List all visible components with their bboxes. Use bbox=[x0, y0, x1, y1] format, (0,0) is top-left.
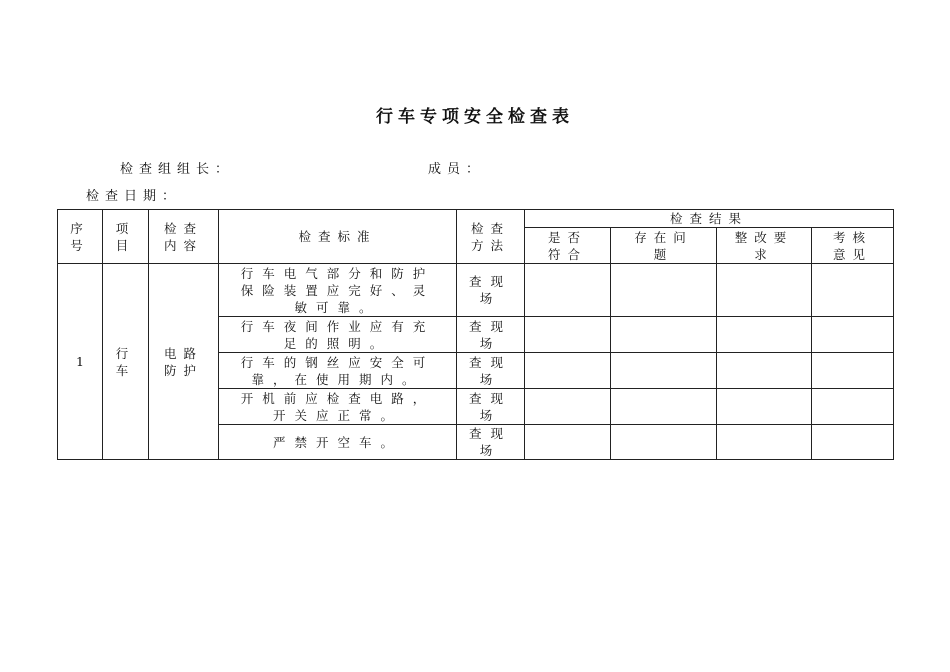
standard-cell: 开机前应检查电路， 开关应正常。 bbox=[219, 389, 457, 425]
date-label: 检查日期： bbox=[86, 189, 182, 204]
header-review: 考核 意见 bbox=[812, 228, 894, 264]
standard-cell: 行车夜间作业应有充 足的照明。 bbox=[219, 317, 457, 353]
document-title: 行车专项安全检查表 bbox=[376, 107, 574, 127]
rectify-cell[interactable] bbox=[717, 389, 812, 425]
problem-cell[interactable] bbox=[611, 389, 717, 425]
review-cell[interactable] bbox=[812, 425, 894, 460]
review-cell[interactable] bbox=[812, 353, 894, 389]
members-label: 成员： bbox=[428, 162, 486, 177]
standard-cell: 行车电气部分和防护 保险装置应完好、灵 敏可靠。 bbox=[219, 264, 457, 317]
method-cell: 查现 场 bbox=[457, 389, 525, 425]
header-standard: 检查标准 bbox=[219, 210, 457, 264]
rectify-cell[interactable] bbox=[717, 425, 812, 460]
conform-cell[interactable] bbox=[525, 425, 611, 460]
row-seq: 1 bbox=[58, 264, 103, 460]
leader-label: 检查组组长： bbox=[120, 162, 235, 177]
header-seq: 序 号 bbox=[58, 210, 103, 264]
header-problem: 存在问 题 bbox=[611, 228, 717, 264]
rectify-cell[interactable] bbox=[717, 353, 812, 389]
review-cell[interactable] bbox=[812, 317, 894, 353]
header-item: 项 目 bbox=[103, 210, 149, 264]
standard-cell: 严禁开空车。 bbox=[219, 425, 457, 460]
conform-cell[interactable] bbox=[525, 353, 611, 389]
table-row bbox=[58, 264, 894, 317]
review-cell[interactable] bbox=[812, 264, 894, 317]
problem-cell[interactable] bbox=[611, 264, 717, 317]
header-result: 检查结果 bbox=[525, 210, 894, 228]
rectify-cell[interactable] bbox=[717, 264, 812, 317]
standard-cell: 行车的钢丝应安全可 靠，在使用期内。 bbox=[219, 353, 457, 389]
header-conform: 是否 符合 bbox=[525, 228, 611, 264]
header-method: 检查 方法 bbox=[457, 210, 525, 264]
method-cell: 查现 场 bbox=[457, 264, 525, 317]
conform-cell[interactable] bbox=[525, 389, 611, 425]
row-item: 行 车 bbox=[103, 264, 149, 460]
method-cell: 查现 场 bbox=[457, 353, 525, 389]
conform-cell[interactable] bbox=[525, 317, 611, 353]
method-cell: 查现 场 bbox=[457, 317, 525, 353]
problem-cell[interactable] bbox=[611, 425, 717, 460]
method-cell: 查现 场 bbox=[457, 425, 525, 460]
problem-cell[interactable] bbox=[611, 353, 717, 389]
rectify-cell[interactable] bbox=[717, 317, 812, 353]
problem-cell[interactable] bbox=[611, 317, 717, 353]
row-content: 电路 防护 bbox=[149, 264, 219, 460]
header-content: 检查 内容 bbox=[149, 210, 219, 264]
inspection-table bbox=[57, 209, 894, 460]
header-row-1 bbox=[58, 210, 894, 228]
conform-cell[interactable] bbox=[525, 264, 611, 317]
header-rectify: 整改要 求 bbox=[717, 228, 812, 264]
review-cell[interactable] bbox=[812, 389, 894, 425]
